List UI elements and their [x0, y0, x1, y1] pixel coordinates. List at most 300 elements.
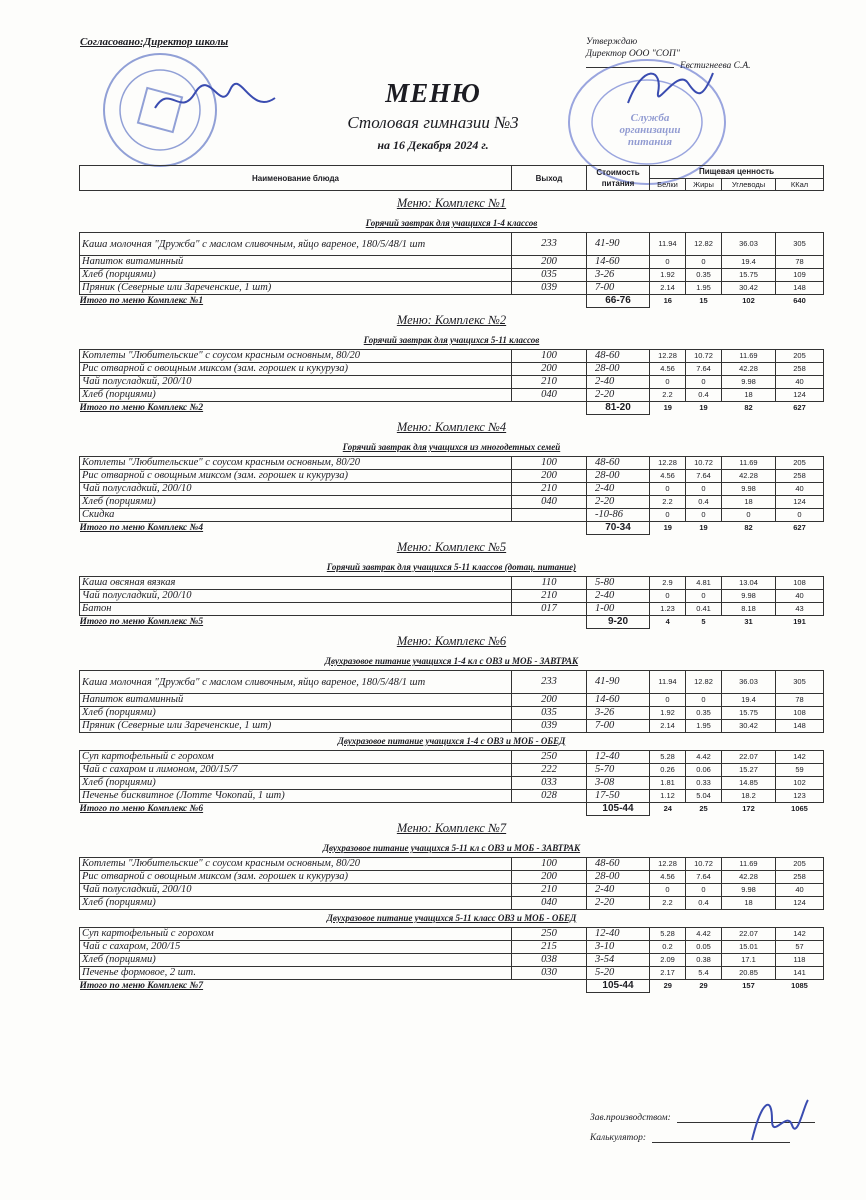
header-output: Выход: [512, 166, 587, 191]
dish-fats: 0.4: [686, 496, 722, 509]
dish-carbs: 20.85: [722, 967, 776, 980]
dish-name: Хлеб (порциями): [80, 777, 512, 790]
dish-name: Хлеб (порциями): [80, 269, 512, 282]
dish-kcal: 118: [776, 954, 824, 967]
group-subtitle-row: [80, 559, 824, 577]
dish-output: 039: [512, 282, 587, 295]
total-kcal: 1085: [791, 981, 808, 991]
dish-output: 039: [512, 720, 587, 733]
dish-output: 210: [512, 590, 587, 603]
dish-fats: 10.72: [686, 858, 722, 871]
dish-cost: 17-50: [587, 790, 650, 803]
table-row: [80, 603, 824, 616]
group-subtitle: Двухразовое питание учащихся 1-4 кл с ОВЗ и МОБ - ЗАВТРАК: [324, 656, 579, 666]
dish-output: 028: [512, 790, 587, 803]
dish-carbs: 9.98: [722, 884, 776, 897]
dish-kcal: 59: [776, 764, 824, 777]
dish-output: 250: [512, 928, 587, 941]
menu-date: на 16 Декабря 2024 г.: [377, 138, 489, 152]
dish-output: 222: [512, 764, 587, 777]
table-row: [80, 671, 824, 694]
dish-name: Скидка: [80, 509, 512, 522]
dish-cost: 2-20: [587, 389, 650, 402]
dish-output: 250: [512, 751, 587, 764]
dish-carbs: 36.03: [722, 671, 776, 694]
dish-name: Батон: [80, 603, 512, 616]
section-title-row: [80, 415, 824, 440]
total-row: [80, 295, 824, 308]
table-row: [80, 720, 824, 733]
dish-fats: 0.06: [686, 764, 722, 777]
dish-kcal: 142: [776, 751, 824, 764]
total-carbs: 82: [744, 523, 753, 533]
dish-proteins: 2.17: [650, 967, 686, 980]
dish-carbs: 13.04: [722, 577, 776, 590]
dish-fats: 0.4: [686, 389, 722, 402]
total-fats: 5: [701, 617, 706, 627]
total-kcal: 627: [793, 403, 806, 413]
group-subtitle: Горячий завтрак для учащихся из многодетных семей: [342, 442, 561, 452]
dish-cost: 48-60: [587, 457, 650, 470]
header-proteins: Белки: [650, 178, 686, 191]
dish-cost: -10-86: [587, 509, 650, 522]
dish-output: 200: [512, 256, 587, 269]
dish-name: Чай полусладкий, 200/10: [80, 376, 512, 389]
table-row: [80, 751, 824, 764]
dish-kcal: 109: [776, 269, 824, 282]
dish-kcal: 258: [776, 871, 824, 884]
header-cost: Стоимость питания: [587, 166, 650, 191]
dish-proteins: 4.56: [650, 363, 686, 376]
total-row: [80, 522, 824, 535]
total-cost: 105-44: [587, 803, 650, 816]
section-title-row: [80, 629, 824, 654]
dish-carbs: 14.85: [722, 777, 776, 790]
table-row: [80, 376, 824, 389]
dish-cost: 7-00: [587, 282, 650, 295]
dish-fats: 4.81: [686, 577, 722, 590]
section-title: Меню: Комплекс №2: [396, 313, 507, 327]
dish-carbs: 19.4: [722, 694, 776, 707]
section-title-row: [80, 191, 824, 216]
dish-kcal: 57: [776, 941, 824, 954]
dish-fats: 5.4: [686, 967, 722, 980]
section-title-row: [80, 535, 824, 560]
dish-cost: 3-10: [587, 941, 650, 954]
total-proteins: 4: [665, 617, 670, 627]
dish-proteins: 2.2: [650, 389, 686, 402]
total-cost: 70-34: [587, 522, 650, 535]
dish-output: 100: [512, 350, 587, 363]
dish-fats: 0.35: [686, 707, 722, 720]
total-fats: 25: [699, 804, 708, 814]
dish-name: Суп картофельный с горохом: [80, 928, 512, 941]
table-row: [80, 954, 824, 967]
dish-output: 100: [512, 457, 587, 470]
total-fats: 15: [699, 296, 708, 306]
total-proteins: 19: [663, 403, 672, 413]
dish-cost: 12-40: [587, 751, 650, 764]
dish-name: Рис отварной с овощным миксом (зам. горошек и кукуруза): [80, 363, 512, 376]
dish-proteins: 1.92: [650, 269, 686, 282]
dish-carbs: 15.01: [722, 941, 776, 954]
total-kcal: 191: [793, 617, 806, 627]
dish-kcal: 78: [776, 256, 824, 269]
dish-cost: 5-80: [587, 577, 650, 590]
table-row: [80, 577, 824, 590]
header-name: Наименование блюда: [80, 166, 512, 191]
dish-proteins: 4.56: [650, 470, 686, 483]
dish-proteins: 0: [650, 483, 686, 496]
table-row: [80, 790, 824, 803]
menu-table-body: [80, 166, 824, 993]
dish-name: Пряник (Северные или Зареченские, 1 шт): [80, 282, 512, 295]
table-row: [80, 928, 824, 941]
table-row: [80, 884, 824, 897]
dish-output: 210: [512, 884, 587, 897]
dish-carbs: 42.28: [722, 363, 776, 376]
total-label: Итого по меню Комплекс №1: [79, 296, 204, 307]
table-row: [80, 389, 824, 402]
dish-kcal: 258: [776, 363, 824, 376]
dish-cost: 12-40: [587, 928, 650, 941]
dish-name: Хлеб (порциями): [80, 389, 512, 402]
dish-proteins: 12.28: [650, 858, 686, 871]
dish-name: Чай полусладкий, 200/10: [80, 884, 512, 897]
dish-output: 030: [512, 967, 587, 980]
total-label: Итого по меню Комплекс №2: [79, 403, 204, 414]
dish-output: 200: [512, 871, 587, 884]
dish-name: Чай с сахаром, 200/15: [80, 941, 512, 954]
table-row: [80, 967, 824, 980]
group-subtitle-row: [80, 332, 824, 350]
dish-cost: 14-60: [587, 256, 650, 269]
table-row: [80, 858, 824, 871]
table-row: [80, 941, 824, 954]
dish-kcal: 40: [776, 590, 824, 603]
dish-carbs: 18: [722, 496, 776, 509]
dish-proteins: 0: [650, 509, 686, 522]
dish-cost: 48-60: [587, 858, 650, 871]
dish-carbs: 30.42: [722, 720, 776, 733]
group-subtitle: Двухразовое питание учащихся 1-4 с ОВЗ и МОБ - ОБЕД: [337, 736, 566, 746]
table-row: [80, 707, 824, 720]
section-title: Меню: Комплекс №5: [396, 540, 507, 554]
dish-output: 200: [512, 694, 587, 707]
dish-proteins: 12.28: [650, 350, 686, 363]
dish-fats: 10.72: [686, 350, 722, 363]
dish-proteins: 11.94: [650, 233, 686, 256]
dish-kcal: 40: [776, 884, 824, 897]
dish-fats: 0: [686, 884, 722, 897]
dish-fats: 1.95: [686, 282, 722, 295]
section-title-row: [80, 308, 824, 333]
dish-name: Чай полусладкий, 200/10: [80, 590, 512, 603]
approval-line-1: Утверждаю: [586, 37, 638, 47]
dish-fats: 4.42: [686, 751, 722, 764]
total-cost: 105-44: [587, 980, 650, 993]
dish-carbs: 30.42: [722, 282, 776, 295]
table-row: [80, 496, 824, 509]
dish-fats: 7.64: [686, 871, 722, 884]
footer-signature-icon: [742, 1090, 812, 1150]
dish-output: 210: [512, 376, 587, 389]
table-row: [80, 871, 824, 884]
table-row: [80, 777, 824, 790]
dish-cost: 7-00: [587, 720, 650, 733]
dish-carbs: 18: [722, 389, 776, 402]
table-row: [80, 590, 824, 603]
dish-name: Котлеты "Любительские" с соусом красным основным, 80/20: [80, 350, 512, 363]
footer-production-label: Зав.производством:: [590, 1113, 671, 1123]
dish-name: Котлеты "Любительские" с соусом красным основным, 80/20: [80, 858, 512, 871]
dish-cost: 28-00: [587, 871, 650, 884]
dish-name: Печенье бисквитное (Лотте Чокопай, 1 шт): [80, 790, 512, 803]
total-carbs: 172: [742, 804, 755, 814]
dish-kcal: 142: [776, 928, 824, 941]
dish-name: Каша овсяная вязкая: [80, 577, 512, 590]
header-nutrition: Пищевая ценность: [650, 166, 824, 179]
dish-output: 233: [512, 233, 587, 256]
dish-cost: 2-40: [587, 376, 650, 389]
total-fats: 19: [699, 523, 708, 533]
dish-cost: 48-60: [587, 350, 650, 363]
total-kcal: 1065: [791, 804, 808, 814]
dish-kcal: 123: [776, 790, 824, 803]
total-kcal: 627: [793, 523, 806, 533]
dish-cost: 41-90: [587, 671, 650, 694]
stamp-text: Служба организации питания: [619, 112, 681, 148]
table-row: [80, 897, 824, 910]
dish-carbs: 11.69: [722, 457, 776, 470]
dish-output: 033: [512, 777, 587, 790]
total-carbs: 31: [744, 617, 753, 627]
group-subtitle-row: [80, 653, 824, 671]
dish-carbs: 15.27: [722, 764, 776, 777]
dish-proteins: 2.9: [650, 577, 686, 590]
dish-proteins: 1.81: [650, 777, 686, 790]
dish-fats: 7.64: [686, 363, 722, 376]
dish-output: 035: [512, 707, 587, 720]
menu-table: [79, 165, 824, 993]
total-cost: 9-20: [587, 616, 650, 629]
dish-output: 110: [512, 577, 587, 590]
dish-fats: 7.64: [686, 470, 722, 483]
dish-proteins: 4.56: [650, 871, 686, 884]
dish-fats: 12.82: [686, 671, 722, 694]
table-row: [80, 764, 824, 777]
dish-proteins: 2.14: [650, 720, 686, 733]
table-row: [80, 470, 824, 483]
total-cost: 81-20: [587, 402, 650, 415]
group-subtitle-row: [80, 439, 824, 457]
table-row: [80, 457, 824, 470]
table-row: [80, 694, 824, 707]
table-row: [80, 256, 824, 269]
dish-kcal: 205: [776, 457, 824, 470]
dish-proteins: 0: [650, 694, 686, 707]
header-kcal: ККал: [776, 178, 824, 191]
total-row: [80, 402, 824, 415]
dish-kcal: 108: [776, 577, 824, 590]
dish-fats: 0.33: [686, 777, 722, 790]
total-kcal: 640: [793, 296, 806, 306]
dish-cost: 28-00: [587, 470, 650, 483]
group-subtitle-row: [80, 840, 824, 858]
dish-kcal: 205: [776, 350, 824, 363]
total-label: Итого по меню Комплекс №7: [79, 981, 204, 992]
dish-cost: 41-90: [587, 233, 650, 256]
dish-fats: 0.35: [686, 269, 722, 282]
dish-name: Суп картофельный с горохом: [80, 751, 512, 764]
total-carbs: 102: [742, 296, 755, 306]
table-row: [80, 233, 824, 256]
total-carbs: 82: [744, 403, 753, 413]
dish-cost: 2-40: [587, 884, 650, 897]
dish-name: Каша молочная "Дружба" с маслом сливочным, яйцо вареное, 180/5/48/1 шт: [80, 233, 512, 256]
dish-cost: 2-40: [587, 483, 650, 496]
dish-cost: 1-00: [587, 603, 650, 616]
footer-calculator-label: Калькулятор:: [590, 1133, 647, 1143]
group-subtitle: Горячий завтрак для учащихся 5-11 классов: [363, 335, 540, 345]
dish-carbs: 9.98: [722, 483, 776, 496]
dish-carbs: 15.75: [722, 707, 776, 720]
dish-proteins: 11.94: [650, 671, 686, 694]
dish-carbs: 11.69: [722, 858, 776, 871]
header-fats: Жиры: [686, 178, 722, 191]
dish-proteins: 0: [650, 590, 686, 603]
dish-output: 040: [512, 897, 587, 910]
total-fats: 19: [699, 403, 708, 413]
dish-proteins: 1.92: [650, 707, 686, 720]
dish-name: Хлеб (порциями): [80, 954, 512, 967]
dish-output: 040: [512, 496, 587, 509]
dish-carbs: 0: [722, 509, 776, 522]
dish-carbs: 9.98: [722, 376, 776, 389]
header-carbs: Углеводы: [722, 178, 776, 191]
dish-cost: 3-26: [587, 707, 650, 720]
dish-name: Хлеб (порциями): [80, 496, 512, 509]
dish-carbs: 18.2: [722, 790, 776, 803]
dish-fats: 0.41: [686, 603, 722, 616]
dish-fats: 0: [686, 590, 722, 603]
dish-carbs: 17.1: [722, 954, 776, 967]
dish-proteins: 5.28: [650, 928, 686, 941]
approval-line-2: Директор ООО "СОП": [586, 49, 680, 59]
dish-carbs: 9.98: [722, 590, 776, 603]
dish-proteins: 12.28: [650, 457, 686, 470]
page-title: МЕНЮ: [385, 78, 481, 108]
dish-proteins: 2.09: [650, 954, 686, 967]
dish-cost: 2-20: [587, 897, 650, 910]
dish-proteins: 1.12: [650, 790, 686, 803]
dish-fats: 5.04: [686, 790, 722, 803]
dish-proteins: 1.23: [650, 603, 686, 616]
dish-proteins: 0: [650, 376, 686, 389]
group-subtitle: Двухразовое питание учащихся 5-11 класс ОВЗ и МОБ - ОБЕД: [326, 913, 577, 923]
dish-fats: 0: [686, 694, 722, 707]
dish-proteins: 0.26: [650, 764, 686, 777]
group-subtitle-row: [80, 733, 824, 751]
total-row: [80, 616, 824, 629]
dish-cost: 5-70: [587, 764, 650, 777]
dish-output: 200: [512, 470, 587, 483]
table-row: [80, 350, 824, 363]
dish-kcal: 0: [776, 509, 824, 522]
dish-kcal: 205: [776, 858, 824, 871]
dish-proteins: 2.2: [650, 496, 686, 509]
dish-proteins: 0.2: [650, 941, 686, 954]
dish-proteins: 5.28: [650, 751, 686, 764]
dish-carbs: 36.03: [722, 233, 776, 256]
total-proteins: 29: [663, 981, 672, 991]
group-subtitle: Двухразовое питание учащихся 5-11 кл с ОВЗ и МОБ - ЗАВТРАК: [322, 843, 581, 853]
dish-cost: 2-40: [587, 590, 650, 603]
table-row: [80, 483, 824, 496]
dish-kcal: 124: [776, 496, 824, 509]
dish-cost: 3-54: [587, 954, 650, 967]
dish-kcal: 141: [776, 967, 824, 980]
dish-carbs: 22.07: [722, 751, 776, 764]
group-subtitle-row: [80, 215, 824, 233]
dish-name: Котлеты "Любительские" с соусом красным основным, 80/20: [80, 457, 512, 470]
total-row: [80, 980, 824, 993]
dish-output: 040: [512, 389, 587, 402]
dish-fats: 0: [686, 256, 722, 269]
total-carbs: 157: [742, 981, 755, 991]
total-label: Итого по меню Комплекс №4: [79, 523, 204, 534]
dish-name: Напиток витаминный: [80, 694, 512, 707]
dish-fats: 0: [686, 483, 722, 496]
dish-carbs: 8.18: [722, 603, 776, 616]
dish-output: 100: [512, 858, 587, 871]
dish-name: Хлеб (порциями): [80, 707, 512, 720]
total-label: Итого по меню Комплекс №6: [79, 804, 204, 815]
dish-carbs: 42.28: [722, 470, 776, 483]
total-proteins: 24: [663, 804, 672, 814]
dish-fats: 0.05: [686, 941, 722, 954]
dish-output: 215: [512, 941, 587, 954]
section-title: Меню: Комплекс №7: [396, 821, 507, 835]
total-row: [80, 803, 824, 816]
dish-proteins: 0: [650, 884, 686, 897]
dish-proteins: 2.14: [650, 282, 686, 295]
dish-kcal: 78: [776, 694, 824, 707]
dish-carbs: 19.4: [722, 256, 776, 269]
dish-fats: 1.95: [686, 720, 722, 733]
group-subtitle: Горячий завтрак для учащихся 5-11 классов (дотац. питание): [326, 562, 577, 572]
dish-cost: 2-20: [587, 496, 650, 509]
table-row: [80, 282, 824, 295]
dish-carbs: 18: [722, 897, 776, 910]
dish-name: Рис отварной с овощным миксом (зам. горошек и кукуруза): [80, 470, 512, 483]
dish-carbs: 22.07: [722, 928, 776, 941]
dish-kcal: 108: [776, 707, 824, 720]
dish-name: Чай полусладкий, 200/10: [80, 483, 512, 496]
dish-fats: 0.4: [686, 897, 722, 910]
dish-carbs: 11.69: [722, 350, 776, 363]
dish-kcal: 43: [776, 603, 824, 616]
dish-kcal: 258: [776, 470, 824, 483]
dish-kcal: 40: [776, 483, 824, 496]
dish-output: 017: [512, 603, 587, 616]
section-title: Меню: Комплекс №6: [396, 634, 507, 648]
approval-left: Согласовано:Директор школы: [80, 36, 229, 48]
section-title-row: [80, 816, 824, 841]
dish-carbs: 15.75: [722, 269, 776, 282]
dish-name: Рис отварной с овощным миксом (зам. горошек и кукуруза): [80, 871, 512, 884]
section-title: Меню: Комплекс №1: [396, 196, 507, 210]
